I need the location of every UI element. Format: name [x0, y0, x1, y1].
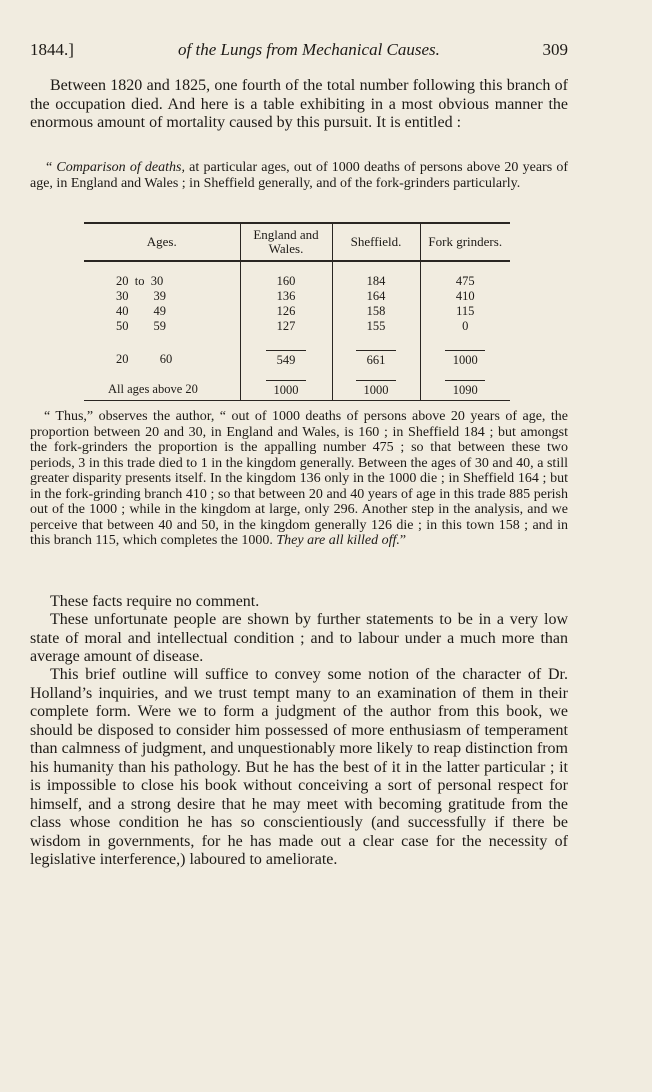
cell-age: 30 39 — [116, 289, 166, 303]
cell-age: 20 to 30 — [116, 274, 164, 288]
cell-england — [240, 346, 332, 368]
cell-age: 20 60 — [116, 351, 173, 366]
cell-fork: 115 — [420, 304, 510, 319]
cell-fork: 0 — [420, 319, 510, 334]
condition-paragraph: These unfortunate people are shown by further statements to be in a very low state of moral and intellectual condition ; and to labour under a much more than average amount of disease. — [30, 611, 568, 665]
table-row — [84, 274, 510, 289]
cell-sheffield — [332, 346, 420, 368]
table-row — [84, 304, 510, 319]
thus-close: ” — [399, 533, 407, 548]
table-header-row — [84, 223, 510, 261]
total-fork: 1000 — [445, 350, 485, 368]
cell-england: 126 — [240, 304, 332, 319]
cell-fork: 410 — [420, 289, 510, 304]
header-title: of the Lungs from Mechanical Causes. — [178, 40, 440, 59]
cell-sheffield — [332, 380, 420, 401]
cell-england: 160 — [240, 274, 332, 289]
col-header-fork: Fork grinders. — [420, 223, 510, 261]
total-england: 549 — [266, 350, 306, 368]
cell-sheffield: 155 — [332, 319, 420, 334]
cell-england: 127 — [240, 319, 332, 334]
cell-sheffield: 158 — [332, 304, 420, 319]
quoted-analysis-paragraph — [30, 409, 568, 549]
total-sheffield: 661 — [356, 350, 396, 368]
cell-england — [240, 380, 332, 401]
page-number: 309 — [542, 40, 568, 59]
col-header-sheffield: Sheffield. — [332, 223, 420, 261]
col-header-ages: Ages. — [146, 234, 177, 249]
comment-paragraph: These facts require no comment. — [50, 593, 260, 610]
quote-rest: at particular ages, out of 1000 deaths of persons above 20 years of age, in England and Wales ; in Sheffield generally, and of the fork-grinders particularly. — [30, 160, 568, 191]
table-title-quote — [30, 160, 568, 192]
cell-england: 136 — [240, 289, 332, 304]
table-total-row — [84, 346, 510, 368]
mortality-table-wrap — [84, 222, 510, 401]
all-fork: 1090 — [445, 380, 485, 398]
quote-open: “ — [46, 160, 57, 175]
thus-emphasis: They are all killed off. — [276, 533, 400, 548]
cell-fork — [420, 346, 510, 368]
header-year: 1844.] — [30, 40, 74, 59]
all-sheffield: 1000 — [356, 380, 396, 398]
cell-fork — [420, 380, 510, 401]
intro-paragraph: Between 1820 and 1825, one fourth of the total number following this branch of the occupation died. And here is a table exhibiting in a most obvious manner the enormous amount of mortality caused by this pursuit. It is entitled : — [30, 77, 568, 131]
mortality-table — [84, 222, 510, 401]
col-header-england: England and Wales. — [240, 223, 332, 261]
cell-age: 40 49 — [116, 304, 166, 318]
table-row — [84, 289, 510, 304]
running-header — [30, 40, 568, 66]
cell-fork: 475 — [420, 274, 510, 289]
cell-sheffield: 184 — [332, 274, 420, 289]
cell-age: All ages above 20 — [108, 381, 198, 396]
quote-title: Comparison of deaths, — [56, 160, 185, 175]
table-all-ages-row — [84, 380, 510, 401]
cell-sheffield: 164 — [332, 289, 420, 304]
thus-text: “ Thus,” observes the author, “ out of 1000 deaths of persons above 20 years of age, the proportion between 20 and 30, in England and Wales, is 160 ; in Sheffield 184 ; but amongst the fork-grinders the proportion is the appalling number 475 ; so that between these two periods, 3 in this trade died to 1 in the kingdom generally. Between the ages of 30 and 40, a still greater disparity presents itself. In the kingdom 136 only in the 1000 die ; in Sheffield 164 ; but in the fork-grinding branch 410 ; so that between 20 and 40 years of age in this trade 885 perish out of the 1000 ; while in the kingdom at large, only 296. Another step in the analysis, and we perceive that between 40 and 50, in the kingdom generally 126 die ; in this town 158 ; and in this branch 115, which completes the 1000. — [30, 409, 568, 548]
table-row — [84, 319, 510, 334]
cell-age: 50 59 — [116, 319, 166, 333]
all-england: 1000 — [266, 380, 306, 398]
conclusion-paragraph: This brief outline will suffice to convey some notion of the character of Dr. Holland’s inquiries, and we trust tempt many to an examination of them in their complete form. Were we to form a judgment of the author from this book, we should be disposed to consider him possessed of more enthusiasm of temperament than calmness of judgment, and unquestionably more likely to reap distinction from his humanity than his pathology. But he has the best of it in the latter particular ; it is impossible to close his book without conceiving a sort of personal respect for himself, and a strong desire that he may meet with becoming gratitude from the class whose condition he has so conscientiously (and successfully if there be wisdom in governments, for he has made out a clear case for the necessity of legislative interference,) laboured to ameliorate. — [30, 666, 568, 868]
